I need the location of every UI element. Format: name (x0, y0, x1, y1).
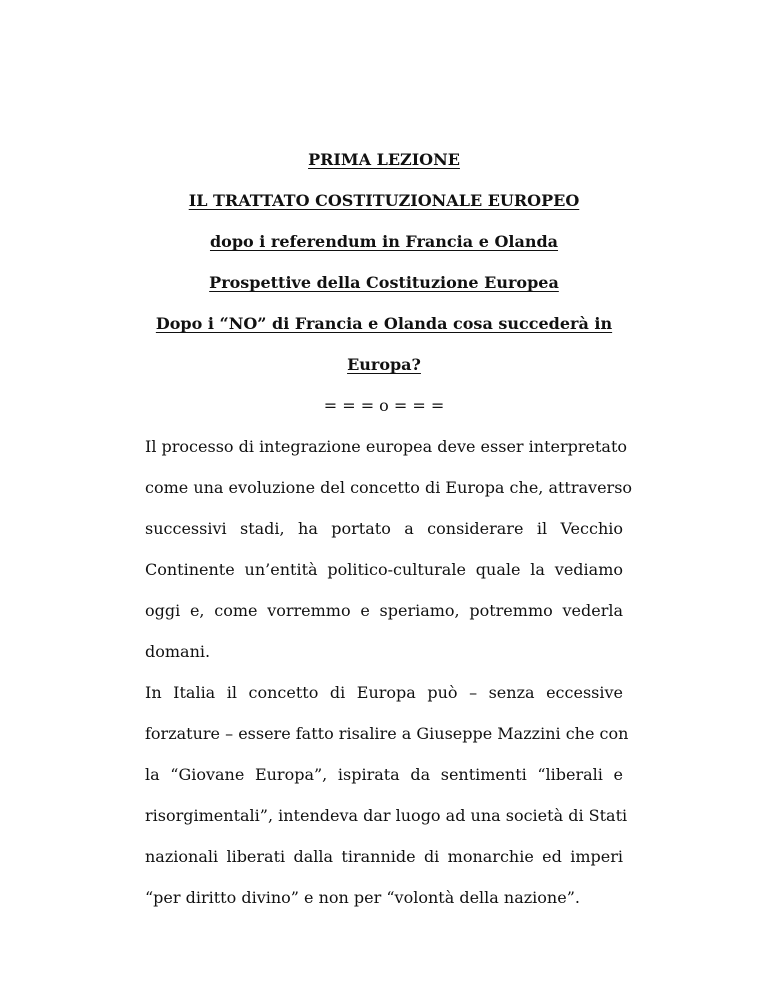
question-heading-line-1: Dopo i “NO” di Francia e Olanda cosa succederà in (155, 314, 613, 333)
paragraph-2-line: In Italia il concetto di Europa può – senza eccessive (145, 683, 623, 702)
paragraph-1-line: Il processo di integrazione europea deve esser interpretato (145, 437, 627, 456)
paragraph-2-line: nazionali liberati dalla tirannide di monarchie ed imperi (145, 847, 623, 866)
section-separator: = = = o = = = (323, 396, 445, 415)
paragraph-2-line: forzature – essere fatto risalire a Giuseppe Mazzini che con (145, 724, 629, 743)
treaty-heading: IL TRATTATO COSTITUZIONALE EUROPEO (188, 191, 580, 210)
paragraph-1-line: domani. (145, 642, 211, 661)
paragraph-2-line: risorgimentali”, intendeva dar luogo ad una società di Stati (145, 806, 628, 825)
paragraph-1-line: come una evoluzione del concetto di Europa che, attraverso (145, 478, 633, 497)
paragraph-2-line: la “Giovane Europa”, ispirata da sentimenti “liberali e (145, 765, 623, 784)
question-heading-line-2: Europa? (347, 355, 421, 374)
referendum-subheading: dopo i referendum in Francia e Olanda (209, 232, 559, 251)
lesson-title: PRIMA LEZIONE (308, 150, 460, 169)
paragraph-1-line: oggi e, come vorremmo e speriamo, potremmo vederla (145, 601, 623, 620)
constitution-subheading: Prospettive della Costituzione Europea (209, 273, 559, 292)
paragraph-2-line: “per diritto divino” e non per “volontà della nazione”. (145, 888, 580, 907)
paragraph-1-line: successivi stadi, ha portato a considerare il Vecchio (145, 519, 623, 538)
paragraph-1-line: Continente un’entità politico-culturale quale la vediamo (145, 560, 623, 579)
